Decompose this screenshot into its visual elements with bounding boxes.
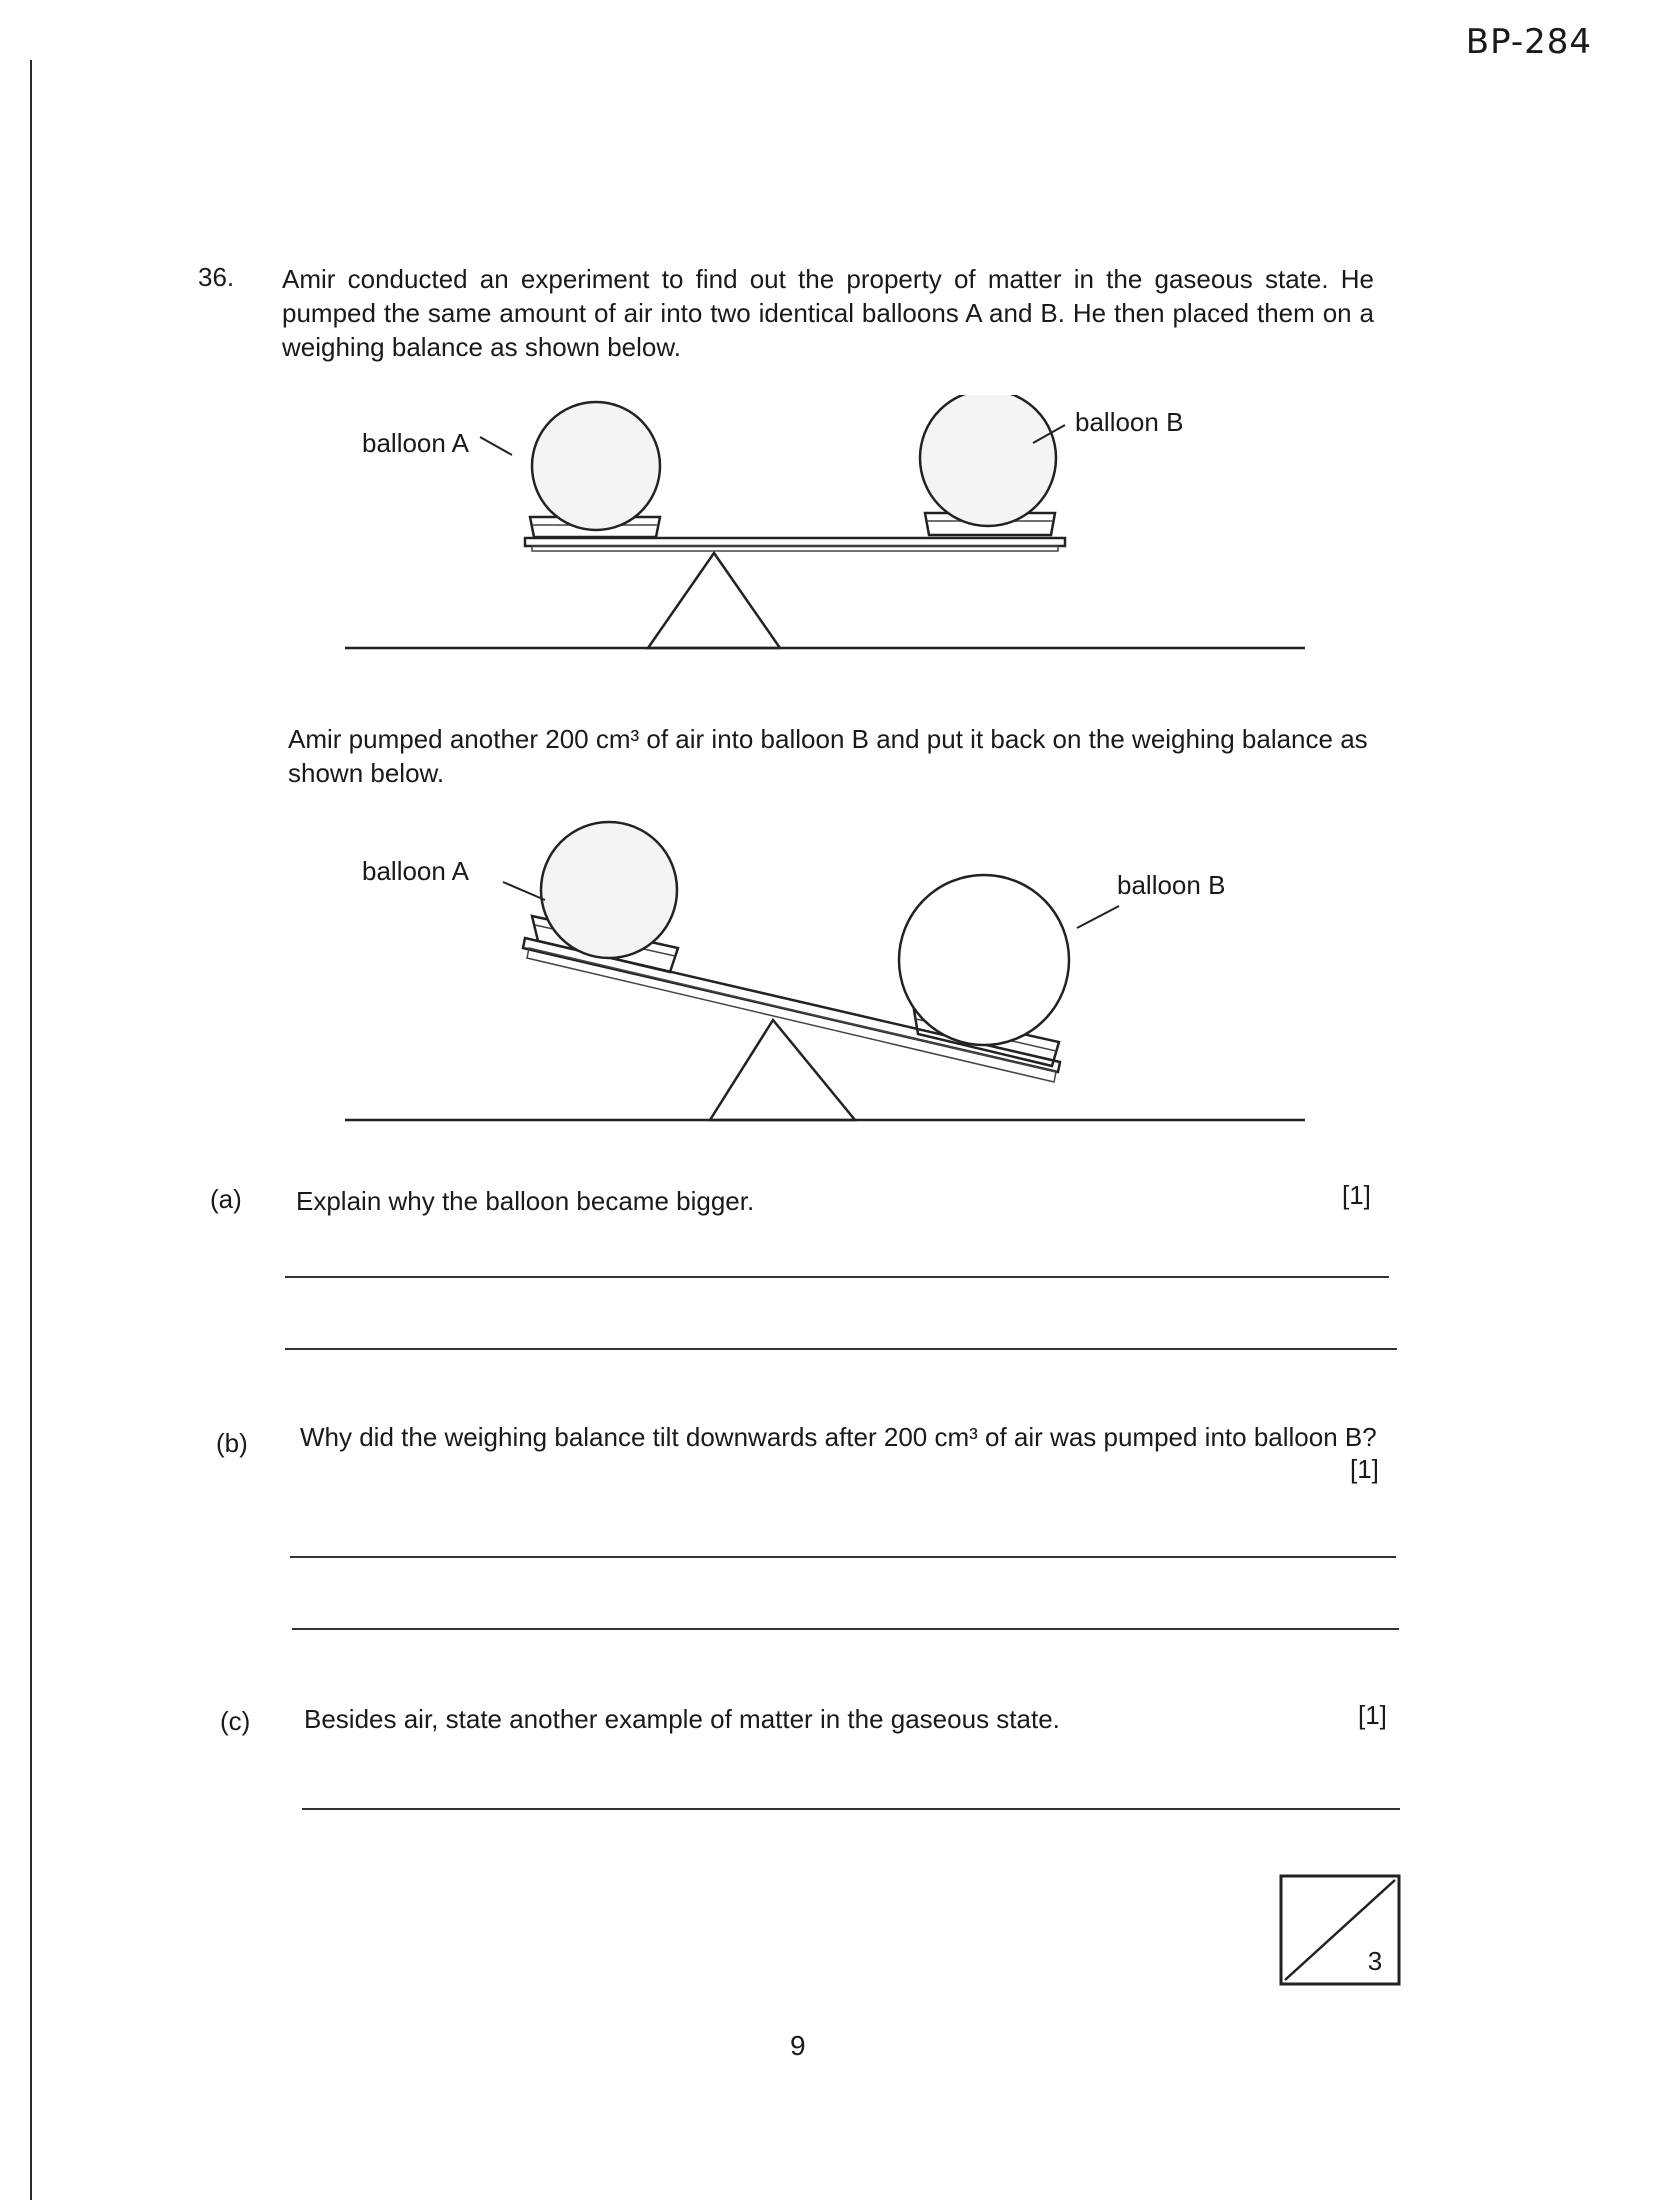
page-number: 9 bbox=[790, 2030, 806, 2061]
balloon-b-inflated bbox=[899, 875, 1069, 1045]
label-balloon-b-2: balloon B bbox=[1117, 870, 1226, 900]
part-a-label: (a) bbox=[210, 1184, 242, 1214]
part-c-label: (c) bbox=[220, 1706, 251, 1736]
answer-line-b2[interactable] bbox=[292, 1628, 1399, 1630]
answer-line-c1[interactable] bbox=[302, 1808, 1400, 1810]
balloon-a-shape bbox=[532, 402, 660, 530]
label-balloon-a-2: balloon A bbox=[362, 856, 469, 886]
part-c-question: Besides air, state another example of matter in the gaseous state. bbox=[304, 1704, 1060, 1734]
score-box bbox=[1279, 1874, 1401, 1986]
question-intro: Amir conducted an experiment to find out the property of matter in the gaseous state. He pumped the same amount of air into two identical balloons A and B. He then placed them on a weighing balance as shown below. bbox=[282, 264, 1374, 362]
part-b-question: Why did the weighing balance tilt downwards after 200 cm³ of air was pumped into balloon B? bbox=[300, 1422, 1377, 1452]
answer-line-b1[interactable] bbox=[290, 1556, 1396, 1558]
balloon-a-inflated bbox=[541, 822, 677, 958]
balloon-b-shape bbox=[920, 395, 1056, 526]
part-a-question: Explain why the balloon became bigger. bbox=[296, 1186, 755, 1216]
part-c-marks: [1] bbox=[1358, 1700, 1387, 1730]
balance-diagram-tilted bbox=[340, 820, 1320, 1130]
part-b-label: (b) bbox=[216, 1428, 248, 1458]
part-a-marks: [1] bbox=[1342, 1180, 1371, 1210]
label-balloon-b: balloon B bbox=[1075, 407, 1184, 437]
answer-line-a1[interactable] bbox=[285, 1276, 1389, 1278]
left-margin-line bbox=[30, 60, 32, 2200]
paper-code: BP-284 bbox=[1465, 22, 1592, 62]
balance-diagram-level bbox=[340, 395, 1320, 665]
score-total: 3 bbox=[1367, 1946, 1383, 1976]
answer-line-a2[interactable] bbox=[285, 1348, 1397, 1350]
question-middle-text: Amir pumped another 200 cm³ of air into balloon B and put it back on the weighing balance as shown below. bbox=[288, 724, 1368, 788]
question-number: 36. bbox=[198, 262, 235, 292]
part-b-marks: [1] bbox=[1350, 1454, 1379, 1484]
label-balloon-a: balloon A bbox=[362, 428, 469, 458]
